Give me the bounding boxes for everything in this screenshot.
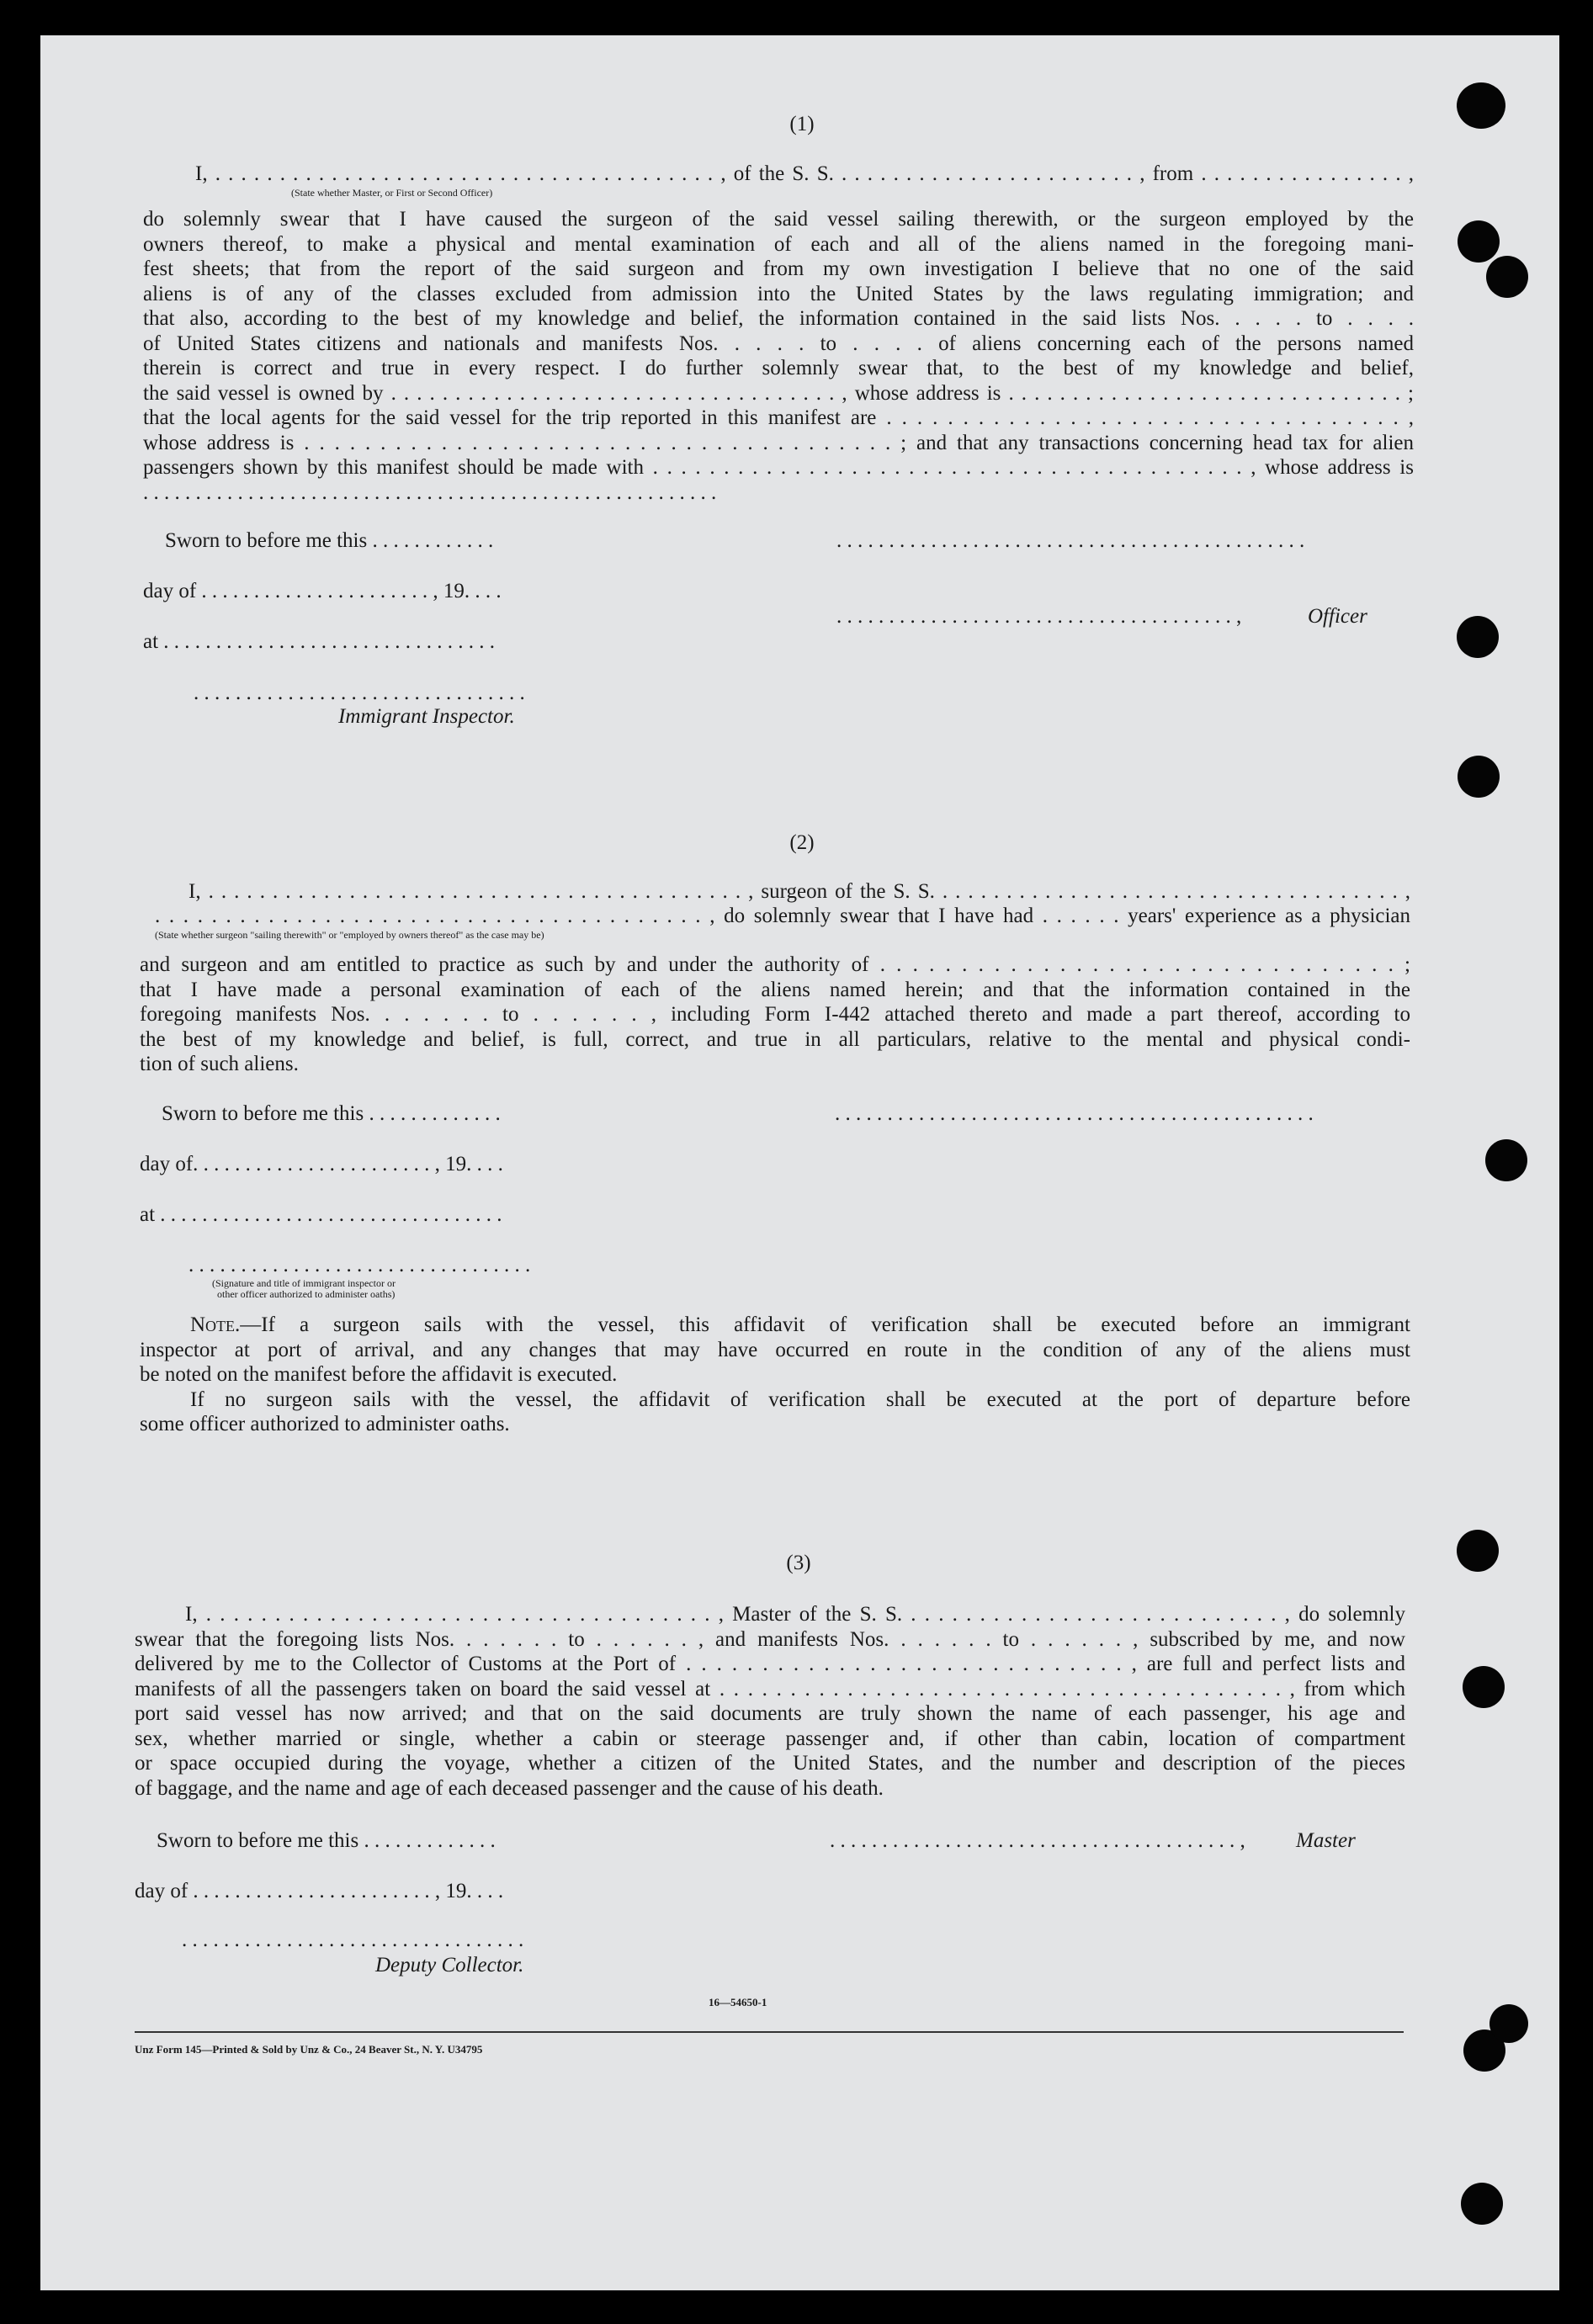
punch-hole-icon [1489,2004,1528,2043]
section-2-number: (2) [789,831,815,854]
body-line: fest sheets; that from the report of the said surgeon and from my own investigation I believe that no one of the said [143,257,1414,280]
body-line: tion of such aliens. [140,1053,299,1075]
punch-hole-icon [1458,220,1500,263]
note-label: Note. [190,1313,241,1336]
body-line: that also, according to the best of my knowledge and belief, the information contained in the said lists Nos. . . . . to . . . . [143,307,1414,330]
note-line: be noted on the manifest before the affidavit is executed. [140,1363,618,1386]
section-2-body [140,952,1410,1077]
punch-hole-icon [1457,616,1499,658]
body-line: that the local agents for the said vessel for the trip reported in this manifest are . . . . . . . . . . . . . . . . . . . . . . . . . . . . . . . . . . , [143,406,1414,429]
body-line: the said vessel is owned by . . . . . . . . . . . . . . . . . . . . . . . . . . . . . . . . . . . , whose address is . . . . . . . . . . . . . . . . . . . . . . . . . . . . . . . ; [143,381,1414,405]
body-line: whose address is . . . . . . . . . . . . . . . . . . . . . . . . . . . . . . . . . . . . . . . ; and that any transactions concerning head tax for alien [143,431,1414,454]
deputy-collector-label: Deputy Collector. [375,1954,524,1976]
section-2-caption: (State whether surgeon "sailing therewith" or "employed by owners thereof" as the case may be) [155,929,544,941]
body-line: therein is correct and true in every respect. I do further solemnly swear that, to the best of my knowledge and belief, [143,357,1414,379]
section-1-caption: (State whether Master, or First or Second Officer) [291,187,493,199]
body-line: port said vessel has now arrived; and that on the said documents are truly shown the name of each passenger, his age and [135,1702,1405,1725]
note-line: If no surgeon sails with the vessel, the affidavit of verification shall be executed at the port of departure before [190,1388,1410,1411]
document-page [40,35,1559,2290]
body-line: that I have made a personal examination of each of the aliens named herein; and that the information contained in the [140,978,1410,1001]
printer-imprint: Unz Form 145—Printed & Sold by Unz & Co., 24 Beaver St., N. Y. U34795 [135,2043,483,2056]
body-line: of United States citizens and nationals and manifests Nos. . . . . to . . . . of aliens concerning each of the persons named [143,332,1414,355]
body-line: the best of my knowledge and belief, is full, correct, and true in all particulars, relative to the mental and physical condi- [140,1027,1410,1051]
day-of-line: day of. . . . . . . . . . . . . . . . . . . . . . . , 19. . . . [140,1153,503,1175]
punch-hole-icon [1463,1666,1505,1708]
note-line: Note.—If a surgeon sails with the vessel, this affidavit of verification shall be executed before an immigrant [190,1313,1410,1336]
punch-hole-icon [1458,756,1500,798]
collector-signature-line: . . . . . . . . . . . . . . . . . . . . . . . . . . . . . . . . . [182,1929,524,1951]
punch-hole-icon [1457,1530,1499,1572]
punch-hole-icon [1485,1139,1527,1181]
sworn-before-me: Sworn to before me this . . . . . . . . . . . . . [157,1829,496,1852]
master-signature-line: . . . . . . . . . . . . . . . . . . . . . . . . . . . . . . . . . . . . . . . , [830,1829,1245,1852]
note-line: some officer authorized to administer oaths. [140,1413,510,1435]
body-line: delivered by me to the Collector of Customs at the Port of . . . . . . . . . . . . . . . . . . . . . . . . . . . . . , are full and perfect lists and [135,1653,1405,1675]
day-of-line: day of . . . . . . . . . . . . . . . . . . . . . . . , 19. . . . [135,1880,504,1902]
note-paragraph [140,1313,1410,1437]
section-2-opening-line: I, . . . . . . . . . . . . . . . . . . . . . . . . . . . . . . . . . . . . . . . . . . , surgeon of the S. S. . . . . . . . . . . . . . . . . . . . . . . . . . . . . . . . . . . . . , [189,880,1410,903]
body-line: of baggage, and the name and age of each deceased passenger and the cause of his death. [135,1776,884,1800]
section-1-number: (1) [789,113,815,135]
officer-signature-line-1: . . . . . . . . . . . . . . . . . . . . . . . . . . . . . . . . . . . . . . . . . . . . . [836,529,1305,552]
body-line: passengers shown by this manifest should be made with . . . . . . . . . . . . . . . . . . . . . . . . . . . . . . . . . . . . . . . . . . , whose address is [143,456,1414,479]
officer-signature-line-2: . . . . . . . . . . . . . . . . . . . . . . . . . . . . . . . . . . . . . . , [836,605,1242,628]
at-line: at . . . . . . . . . . . . . . . . . . . . . . . . . . . . . . . . [143,630,496,653]
officer-label: Officer [1308,605,1367,628]
section-2-second-line: . . . . . . . . . . . . . . . . . . . . . . . . . . . . . . . . . . . . . . . , do solemnly swear that I have had . . . . . . years' experience as a physician [155,905,1410,927]
form-number: 16—54650-1 [709,1996,767,2008]
sworn-before-me: Sworn to before me this . . . . . . . . . . . . . [162,1102,501,1125]
inspector-signature-line: . . . . . . . . . . . . . . . . . . . . . . . . . . . . . . . . [194,682,525,704]
immigrant-inspector-label: Immigrant Inspector. [338,705,515,728]
section-3-body [135,1602,1405,1801]
punch-hole-icon [1457,82,1505,129]
body-line: do solemnly swear that I have caused the surgeon of the said vessel sailing therewith, or the surgeon employed by the [143,208,1414,231]
section-3-number: (3) [786,1552,811,1574]
master-label: Master [1296,1829,1356,1852]
signature-caption-2: other officer authorized to administer oaths) [217,1288,396,1300]
body-line: swear that the foregoing lists Nos. . . . . . . to . . . . . . , and manifests Nos. . . . . . . to . . . . . . , subscribed by me, and now [135,1627,1405,1651]
punch-hole-icon [1461,2183,1503,2225]
body-line: sex, whether married or single, whether a cabin or steerage passenger and, if other than cabin, location of compartment [135,1727,1405,1750]
section-1-body [143,207,1414,505]
punch-hole-icon [1486,256,1528,298]
footer-rule [135,2031,1404,2033]
note-line: inspector at port of arrival, and any changes that may have occurred en route in the condition of any of the aliens must [140,1338,1410,1361]
body-line: I, . . . . . . . . . . . . . . . . . . . . . . . . . . . . . . . . . . . . . , Master of the S. S. . . . . . . . . . . . . . . . . . . . . . . . . . . . , do solemnly [185,1603,1405,1626]
body-line: owners thereof, to make a physical and mental examination of each and all of the aliens named in the foregoing mani- [143,232,1414,256]
sworn-before-me: Sworn to before me this . . . . . . . . . . . . [165,529,494,552]
section-1-opening-line: I, . . . . . . . . . . . . . . . . . . . . . . . . . . . . . . . . . . . . . . . , of the S. S. . . . . . . . . . . . . . . . . . . . . . . . , from . . . . . . . . . . . . . . . . , [195,162,1414,185]
body-line: and surgeon and am entitled to practice as such by and under the authority of . . . . . . . . . . . . . . . . . . . . . . . . . . . . . . . . ; [140,953,1410,976]
body-line: aliens is of any of the classes excluded from admission into the United States by the laws regulating immigration; and [143,282,1414,305]
signature-caption-1: (Signature and title of immigrant inspector or [212,1277,396,1289]
body-line: manifests of all the passengers taken on board the said vessel at . . . . . . . . . . . . . . . . . . . . . . . . . . . . . . . . . . . . . . . . , from which [135,1677,1405,1701]
body-line: or space occupied during the voyage, whether a citizen of the United States, and the number and description of the pieces [135,1752,1405,1775]
surgeon-signature-line: . . . . . . . . . . . . . . . . . . . . . . . . . . . . . . . . . . . . . . . . . . . . . . [835,1102,1314,1125]
signature-line: . . . . . . . . . . . . . . . . . . . . . . . . . . . . . . . . . [189,1254,531,1276]
body-line: . . . . . . . . . . . . . . . . . . . . . . . . . . . . . . . . . . . . . . . . . . . . . . . . . . . . . . . [143,480,717,504]
at-line: at . . . . . . . . . . . . . . . . . . . . . . . . . . . . . . . . . [140,1203,502,1226]
day-of-line: day of . . . . . . . . . . . . . . . . . . . . . . , 19. . . . [143,580,502,602]
body-line: foregoing manifests Nos. . . . . . . to . . . . . . , including Form I-442 attached thereto and made a part thereof, according to [140,1003,1410,1026]
